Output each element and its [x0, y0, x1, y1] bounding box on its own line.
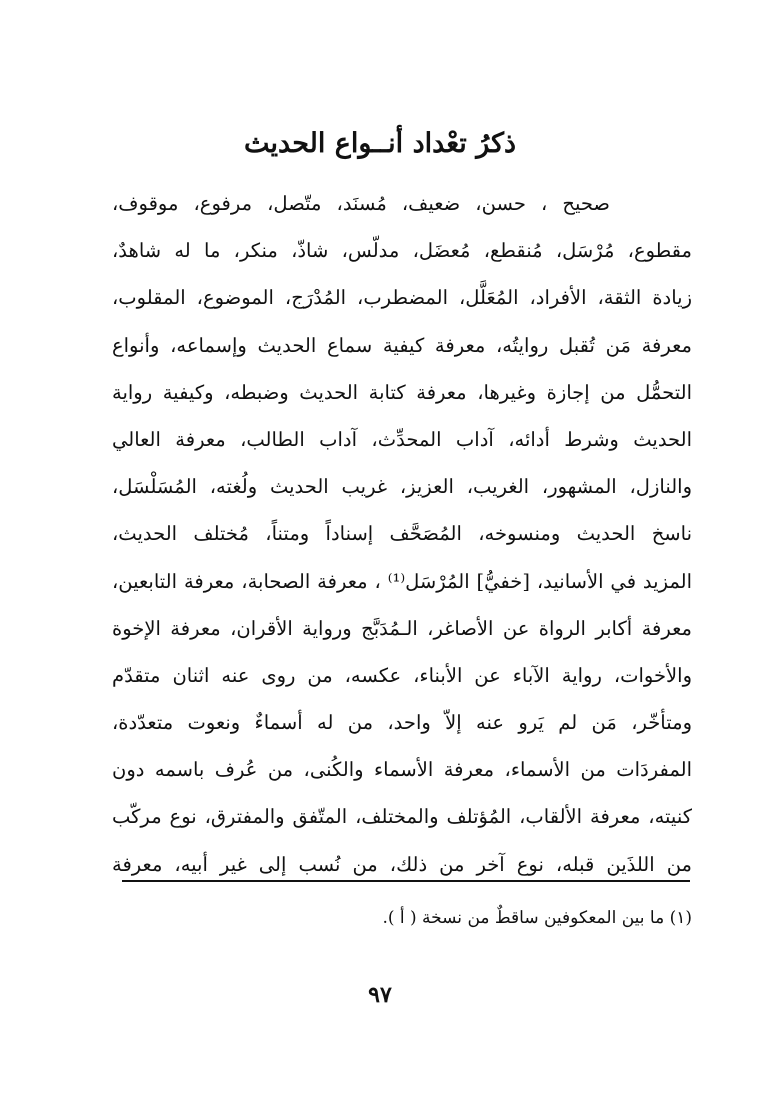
footnote: (١) ما بين المعكوفين ساقطٌ من نسخة ( أ ). [382, 908, 692, 928]
text-line: الحديث وشرط أدائه، آداب المحدِّث، آداب الطالب، معرفة العالي [112, 427, 692, 451]
text-line: صحيح ، حسن، ضعيف، مُسنَد، متّصل، مرفوع، موقوف، [112, 192, 610, 215]
text-line: ومتأخّر، مَن لم يَرو عنه إلاّ واحد، من له أسماءٌ ونعوت متعدّدة، [112, 711, 692, 735]
text-line: معرفة أكابر الرواة عن الأصاغر، الـمُدَبَّج ورواية الأقران، معرفة الإخوة [112, 616, 692, 640]
text-line: المزيد في الأسانيد، [خفيُّ] المُرْسَل⁽¹⁾ ، معرفة الصحابة، معرفة التابعين، [112, 569, 692, 593]
text-line: كنيته، معرفة الألقاب، المُؤتلف والمختلف، المتّفق والمفترق، نوع مركّب [112, 805, 692, 829]
text-line: زيادة الثقة، الأفراد، المُعَلَّل، المضطرب، المُدْرَج، الموضوع، المقلوب، [112, 286, 692, 310]
text-line: المفردَات من الأسماء، معرفة الأسماء والكُنى، من عُرف باسمه دون [112, 758, 692, 782]
page-number: ٩٧ [368, 982, 392, 1008]
text-line: والأخوات، رواية الآباء عن الأبناء، عكسه، من روى عنه اثنان متقدّم [112, 663, 692, 687]
text-line: من اللذَين قبله، نوع آخر من ذلك، من نُسب إلى غير أبيه، معرفة [112, 852, 692, 876]
text-line: التحمُّل من إجازة وغيرها، معرفة كتابة الحديث وضبطه، وكيفية رواية [112, 380, 692, 404]
text-line: معرفة مَن تُقبل روايتُه، معرفة كيفية سماع الحديث وإسماعه، وأنواع [112, 333, 692, 357]
page-title: ذكرُ تعْداد أنــواع الحديث [244, 128, 516, 159]
footnote-divider [122, 880, 690, 882]
main-text [112, 180, 692, 888]
text-line: ناسخ الحديث ومنسوخه، المُصَحَّف إسناداً ومتناً، مُختلف الحديث، [112, 522, 692, 546]
text-line: مقطوع، مُرْسَل، مُنقطع، مُعضَل، مدلّس، شاذّ، منكر، ما له شاهدٌ، [112, 239, 692, 263]
text-line: والنازل، المشهور، الغريب، العزيز، غريب الحديث ولُغته، المُسَلْسَل، [112, 475, 692, 499]
